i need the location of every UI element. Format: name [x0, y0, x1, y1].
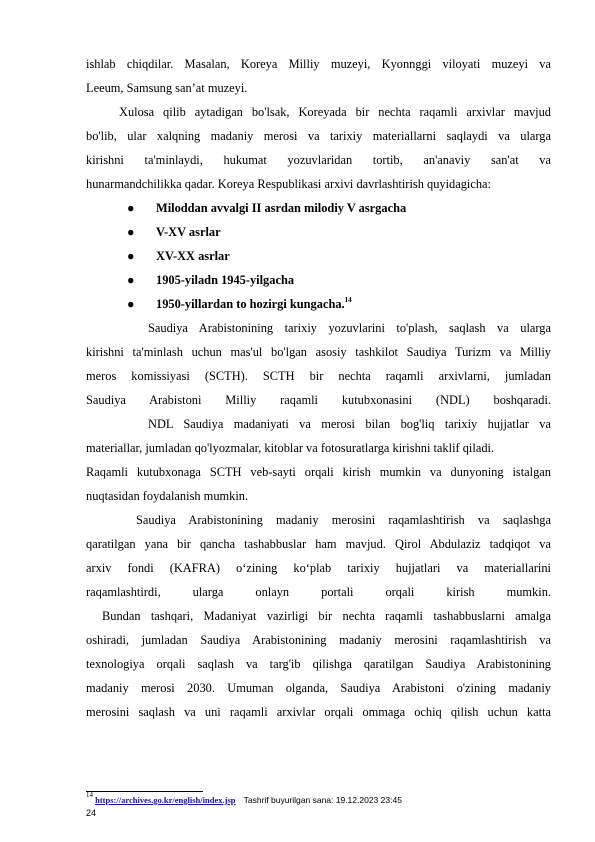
footnote-number: 14	[86, 791, 93, 799]
page-number: 24	[86, 808, 97, 818]
bullet-dot-icon: ●	[127, 225, 135, 239]
bullet-dot-icon: ●	[127, 297, 135, 311]
body-line: ishlab chiqdilar. Masalan, Koreya Milliy muzeyi, Kyonnggi viloyati muzeyi va	[86, 57, 551, 71]
body-line: Saudiya Arabistonining madaniy merosini raqamlashtirish va saqlashga	[136, 513, 551, 527]
body-line: kirishni ta'minlash uchun mas'ul bo'lgan asosiy tashkilot Saudiya Turizm va Milliy	[86, 345, 551, 359]
body-line: NDL Saudiya madaniyati va merosi bilan bog'liq tarixiy hujjatlar va	[148, 417, 551, 431]
footnote-ref: 14	[344, 296, 352, 304]
body-line: materiallar, jumladan qo'lyozmalar, kitoblar va fotosuratlarga kirishni taklif qiladi.	[86, 441, 495, 455]
body-line: oshiradi, jumladan Saudiya Arabistonining madaniy merosini raqamlashtirish va	[86, 633, 551, 647]
footnote-link[interactable]: https://archives.go.kr/english/index.jsp	[95, 795, 236, 805]
body-line: nuqtasidan foydalanish mumkin.	[86, 489, 249, 503]
body-line: Saudiya Arabistonining tarixiy yozuvlarini to'plash, saqlash va ularga	[148, 321, 551, 335]
bullet-text-with-ref	[156, 296, 352, 312]
body-line: Raqamli kutubxonaga SCTH veb-sayti orqali kirish mumkin va dunyoning istalgan	[86, 465, 551, 479]
body-line: bo'lib, ular xalqning madaniy merosi va tarixiy materiallarni saqlaydi va ularga	[86, 129, 551, 143]
body-line: merosini saqlash va uni raqamli arxivlar orqali ommaga ochiq qilish uchun katta	[86, 705, 551, 719]
body-line: Xulosa qilib aytadigan bo'lsak, Koreyada bir nechta raqamli arxivlar mavjud	[119, 105, 551, 119]
bullet-text: V-XV asrlar	[156, 225, 221, 239]
footnote	[86, 791, 402, 806]
body-line: texnologiya orqali saqlash va targ'ib qilishga qaratilgan Saudiya Arabistonining	[86, 657, 551, 671]
bullet-dot-icon: ●	[127, 273, 135, 287]
body-line: hunarmandchilikka qadar. Koreya Respublikasi arxivi davrlashtirish quyidagicha:	[86, 177, 491, 191]
body-line: Bundan tashqari, Madaniyat vazirligi bir nechta raqamli tashabbuslarni amalga	[102, 609, 551, 623]
body-line: arxiv fondi (KAFRA) o‘zining ko‘plab tarixiy hujjatlari va materiallarini	[86, 561, 551, 575]
bullet-dot-icon: ●	[127, 201, 135, 215]
bullet-text: 1950-yillardan to hozirgi kungacha.	[156, 297, 345, 311]
footnote-text: Tashrif buyurilgan sana: 19.12.2023 23:45	[243, 795, 402, 805]
body-line: madaniy merosi 2030. Umuman olganda, Saudiya Arabistoni o'zining madaniy	[86, 681, 551, 695]
bullet-text: XV-XX asrlar	[156, 249, 230, 263]
body-line: kirishni ta'minlaydi, hukumat yozuvlaridan tortib, an'anaviy san'at va	[86, 153, 551, 167]
body-line: raqamlashtirdi, ularga onlayn portali orqali kirish mumkin.	[86, 585, 551, 599]
footnote-divider	[86, 791, 203, 792]
bullet-dot-icon: ●	[127, 249, 135, 263]
body-line: Leeum, Samsung san’at muzeyi.	[86, 81, 248, 95]
body-line: meros komissiyasi (SCTH). SCTH bir nechta raqamli arxivlarni, jumladan	[86, 369, 551, 383]
bullet-text: Miloddan avvalgi II asrdan milodiy V asrgacha	[156, 201, 407, 215]
body-line: Saudiya Arabistoni Milliy raqamli kutubxonasini (NDL) boshqaradi.	[86, 393, 551, 407]
body-line: qaratilgan yana bir qancha tashabbuslar ham mavjud. Qirol Abdulaziz tadqiqot va	[86, 537, 551, 551]
bullet-text: 1905-yiladn 1945-yilgacha	[156, 273, 295, 287]
